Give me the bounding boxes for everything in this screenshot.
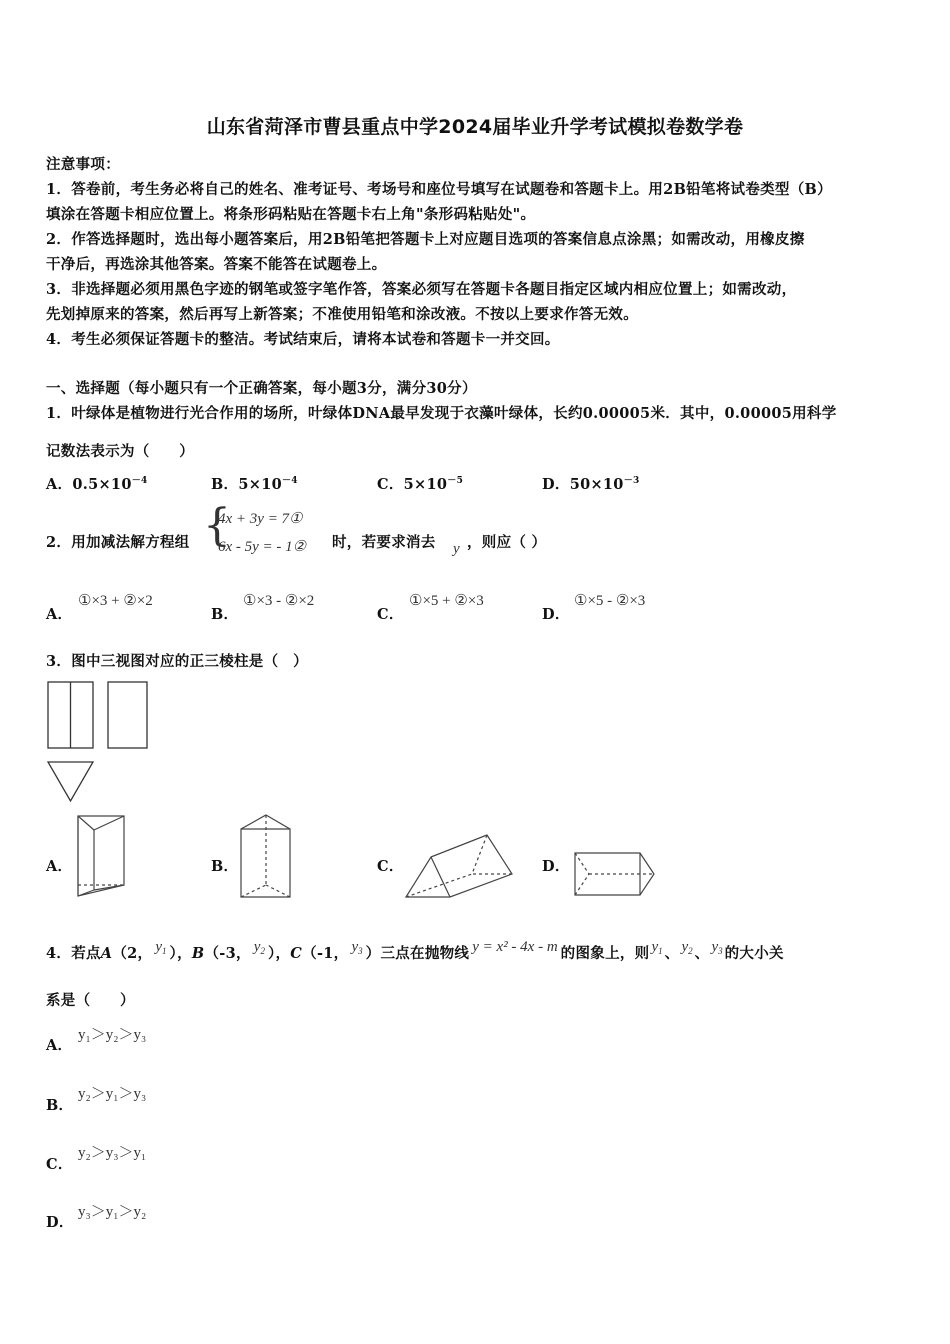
q3-option-d[interactable]: D． [542,858,570,875]
q2-option-c-label[interactable]: C． [377,606,404,623]
equation-2: 6x - 5y = - 1② [218,539,307,555]
section-heading: 一、选择题（每小题只有一个正确答案，每小题3分，满分30分） [46,380,477,397]
q4-option-c-label[interactable]: C． [46,1156,73,1173]
notice-heading: 注意事项： [46,156,120,173]
page-title: 山东省菏泽市曹县重点中学2024届毕业升学考试模拟卷数学卷 [206,116,744,138]
prism-b [241,815,290,897]
q2-option-c-expr[interactable]: ①×5 + ②×3 [409,593,484,609]
question-4-text: 4．若点A（2， $y_1$ ），B（-3， $y_2$ ），C（-1， $y_3$ ）三点在抛物线 y = x² - 4x - m 的图象上，则 $y_1$ 、 $y_2$ 、 $y_3$ 的大小关 [46,939,784,962]
q2-option-b-label[interactable]: B． [211,606,239,623]
notice-line: 1．答卷前，考生务必将自己的姓名、准考证号、考场号和座位号填写在试题卷和答题卡上。用2B铅笔将试卷类型（B） [46,181,832,198]
notice-line: 干净后，再选涂其他答案。答案不能答在试题卷上。 [46,256,387,273]
variable-y: y [453,541,460,557]
q3-option-c[interactable]: C． [377,858,404,875]
question-2-mid: 时，若要求消去 [332,534,436,551]
notice-line: 3．非选择题必须用黑色字迹的钢笔或签字笔作答，答案必须写在答题卡各题目指定区域内相应位置上；如需改动， [46,281,797,298]
q1-option-c[interactable]: C．$5\times 10^{-5}$ [377,476,464,493]
q4-option-d-label[interactable]: D． [46,1214,74,1231]
q2-option-a-expr[interactable]: ①×3 + ②×2 [78,593,153,609]
notice-line: 4．考生必须保证答题卡的整洁。考试结束后，请将本试卷和答题卡一并交回。 [46,331,560,348]
prism-a [78,816,124,896]
top-view [48,762,93,801]
q1-option-a[interactable]: A．$0.5\times 10^{-4}$ [46,476,148,493]
q4-option-c-expr[interactable]: y₂＞y₃＞y₁ [78,1145,147,1161]
prism-d [575,853,654,895]
q4-option-b-label[interactable]: B． [46,1097,74,1114]
q4-option-a-label[interactable]: A． [46,1037,73,1054]
q4-option-d-expr[interactable]: y₃＞y₁＞y₂ [78,1204,147,1220]
notice-line: 先划掉原来的答案，然后再写上新答案；不准使用铅笔和涂改液。不按以上要求作答无效。 [46,306,638,323]
q3-option-a[interactable]: A． [46,858,73,875]
prism-c [406,835,512,897]
notice-line: 2．作答选择题时，选出每小题答案后，用2B铅笔把答题卡上对应题目选项的答案信息点涂黑；如需改动，用橡皮擦 [46,231,805,248]
q3-option-b[interactable]: B． [211,858,239,875]
q4-option-a-expr[interactable]: y₁＞y₂＞y₃ [78,1027,147,1043]
q1-option-d[interactable]: D．$50\times 10^{-3}$ [542,476,640,493]
question-2-prefix: 2．用加减法解方程组 [46,534,190,551]
q1-option-b[interactable]: B．$5\times 10^{-4}$ [211,476,298,493]
equation-1: 4x + 3y = 7① [218,511,303,527]
question-3-text: 3．图中三视图对应的正三棱柱是（ ） [46,653,308,670]
question-1-text: 记数法表示为（ ） [46,443,194,460]
q2-option-a-label[interactable]: A． [46,606,73,623]
brace-symbol: { [203,500,232,551]
q2-option-d-label[interactable]: D． [542,606,570,623]
question-2-suffix: ，则应（ ） [467,534,547,551]
question-4-text: 系是（ ） [46,992,135,1009]
q2-option-d-expr[interactable]: ①×5 - ②×3 [574,593,646,609]
q4-option-b-expr[interactable]: y₂＞y₁＞y₃ [78,1086,147,1102]
q2-option-b-expr[interactable]: ①×3 - ②×2 [243,593,315,609]
notice-line: 填涂在答题卡相应位置上。将条形码粘贴在答题卡右上角"条形码粘贴处"。 [46,206,536,223]
side-view [108,682,147,748]
question-1-text: 1．叶绿体是植物进行光合作用的场所，叶绿体DNA最早发现于衣藻叶绿体，长约0.00005米．其中，0.00005用科学 [46,405,837,422]
